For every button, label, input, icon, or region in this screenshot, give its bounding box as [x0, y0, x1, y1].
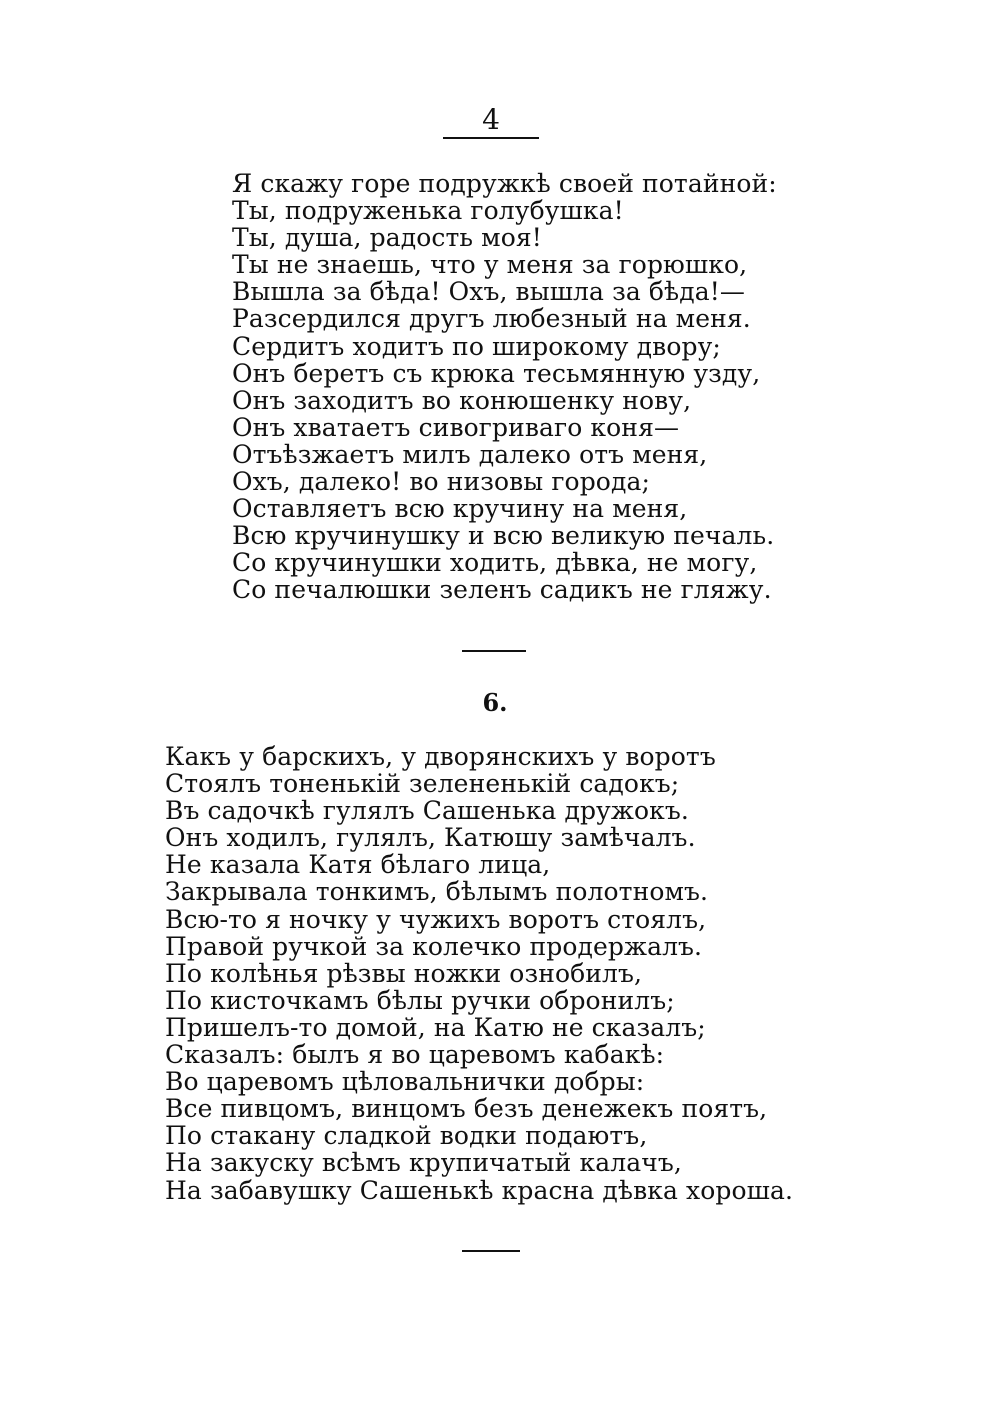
poem-line: На закуску всѣмъ крупичатый калачъ,: [165, 1148, 682, 1178]
poem-line: По колѣнья рѣзвы ножки ознобилъ,: [165, 958, 643, 988]
poem-line: Ты не знаешь, что у меня за горюшко,: [232, 250, 748, 280]
poem-line: Отъѣзжаетъ милъ далеко отъ меня,: [232, 439, 708, 469]
poem-line: Охъ, далеко! во низовы города;: [232, 467, 650, 497]
poem-line: Все пивцомъ, винцомъ безъ денежекъ поятъ,: [165, 1094, 768, 1124]
poem-line: Онъ заходитъ во конюшенку нову,: [232, 385, 692, 415]
end-divider: [462, 1250, 520, 1252]
poem-2: [165, 743, 793, 1204]
poem-line: Во царевомъ цѣловальнички добры:: [165, 1067, 645, 1097]
poem-line: Всю кручинушку и всю великую печаль.: [232, 521, 775, 551]
poem-line: Стоялъ тоненькій зелененькій садокъ;: [165, 769, 680, 799]
poem-line: Разсердился другъ любезный на меня.: [232, 304, 751, 334]
poem-line: Онъ ходилъ, гулялъ, Катюшу замѣчалъ.: [165, 823, 696, 853]
section-number: 6.: [482, 688, 508, 717]
poem-line: Со кручинушки ходить, дѣвка, не могу,: [232, 548, 758, 578]
poem-1: [232, 170, 777, 604]
poem-line: Я скажу горе подружкѣ своей потайной:: [232, 169, 777, 198]
poem-line: Онъ хватаетъ сивогриваго коня—: [232, 412, 680, 442]
poem-line: На забавушку Сашенькѣ красна дѣвка хороша.: [165, 1175, 794, 1205]
poem-line: Закрывала тонкимъ, бѣлымъ полотномъ.: [165, 877, 709, 907]
poem-line: Со печалюшки зеленъ садикъ не гляжу.: [232, 575, 772, 605]
poem-line: Какъ у барскихъ, у дворянскихъ у воротъ: [165, 742, 716, 771]
poem-line: По кисточкамъ бѣлы ручки обронилъ;: [165, 985, 675, 1015]
page-number: 4: [443, 103, 539, 139]
poem-line: Ты, подруженька голубушка!: [232, 196, 624, 226]
poem-line: Не казала Катя бѣлаго лица,: [165, 850, 551, 880]
poem-line: Сердитъ ходитъ по широкому двору;: [232, 331, 721, 361]
poem-line: Оставляетъ всю кручину на меня,: [232, 494, 688, 524]
poem-line: Сказалъ: былъ я во царевомъ кабакѣ:: [165, 1040, 665, 1070]
poem-line: Всю-то я ночку у чужихъ воротъ стоялъ,: [165, 904, 707, 934]
section-divider: [462, 650, 526, 652]
poem-line: Онъ беретъ съ крюка тесьмянную узду,: [232, 358, 761, 388]
poem-line: Пришелъ-то домой, на Катю не сказалъ;: [165, 1012, 706, 1042]
poem-line: Въ садочкѣ гулялъ Сашенька дружокъ.: [165, 796, 689, 826]
poem-line: Вышла за бѣда! Охъ, вышла за бѣда!—: [232, 277, 745, 307]
poem-line: Ты, душа, радость моя!: [232, 223, 542, 253]
poem-line: По стакану сладкой водки подаютъ,: [165, 1121, 648, 1151]
poem-line: Правой ручкой за колечко продержалъ.: [165, 931, 703, 961]
